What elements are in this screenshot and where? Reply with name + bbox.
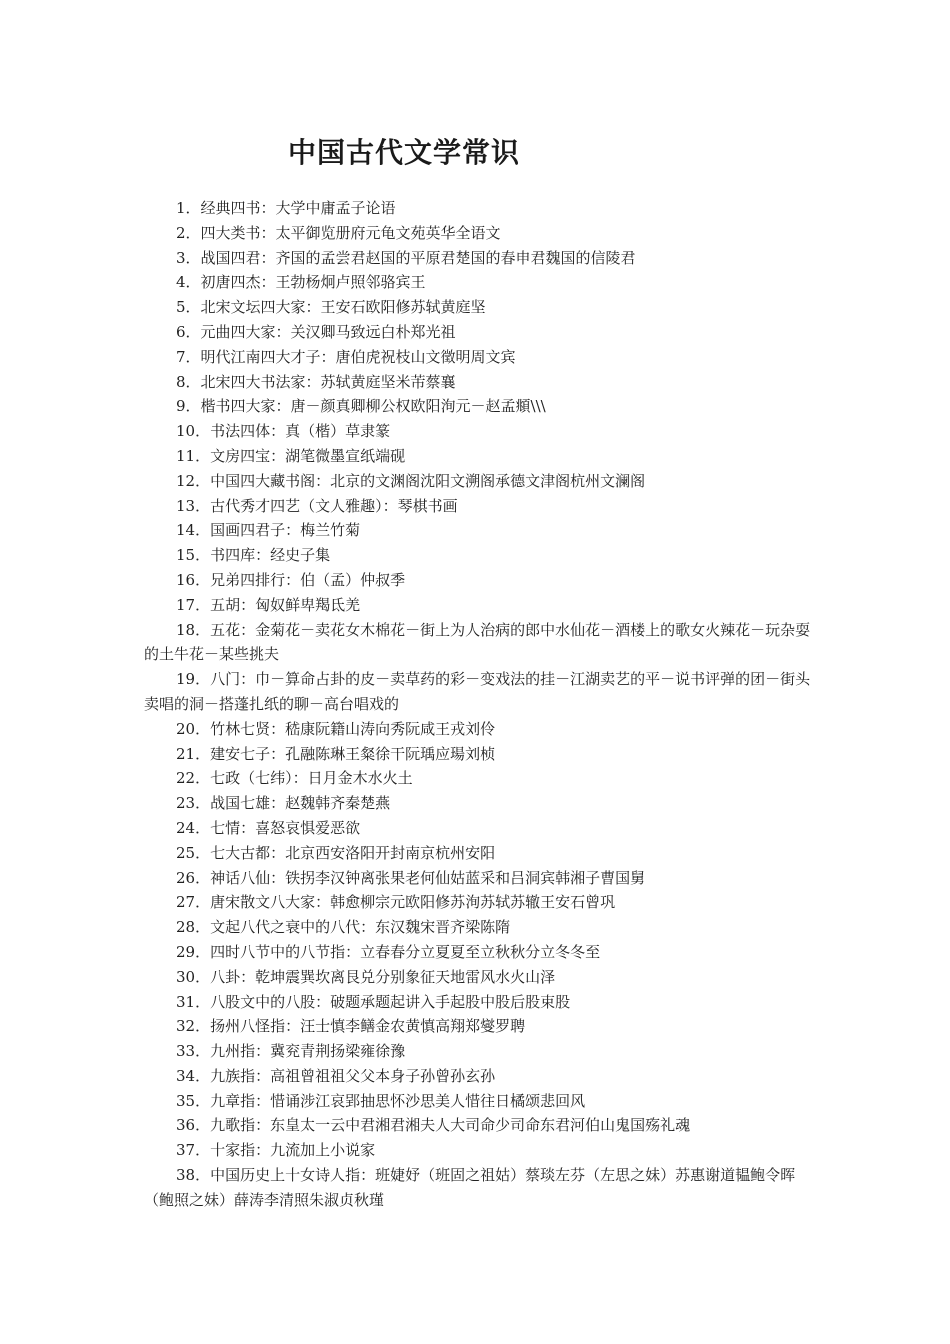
item-text: 九歌指：东皇太一云中君湘君湘夫人大司命少司命东君河伯山鬼国殇礼魂 bbox=[210, 1116, 691, 1135]
item-text: 七情：喜怒哀惧爱恶欲 bbox=[210, 818, 361, 837]
item-number: 29． bbox=[176, 942, 211, 961]
item-number: 8． bbox=[176, 372, 201, 391]
item-text: 八卦：乾坤震巽坎离艮兑分别象征天地雷风水火山泽 bbox=[210, 967, 556, 986]
list-item bbox=[144, 295, 812, 320]
list-item bbox=[144, 915, 812, 940]
item-number: 7． bbox=[176, 347, 201, 366]
item-text: 战国七雄：赵魏韩齐秦楚燕 bbox=[210, 794, 391, 813]
list-item bbox=[144, 1089, 812, 1114]
item-number: 28． bbox=[176, 918, 211, 937]
item-number: 22． bbox=[176, 769, 211, 788]
item-number: 31． bbox=[176, 992, 211, 1011]
item-text: 古代秀才四艺（文人雅趣）：琴棋书画 bbox=[210, 496, 458, 515]
list-item bbox=[144, 345, 812, 370]
item-text: 国画四君子：梅兰竹菊 bbox=[210, 521, 361, 540]
item-number: 18． bbox=[176, 620, 211, 639]
item-text: 竹林七贤：嵇康阮籍山涛向秀阮咸王戎刘伶 bbox=[210, 719, 496, 738]
list-item bbox=[144, 965, 812, 990]
item-number: 15． bbox=[176, 546, 211, 565]
item-number: 30． bbox=[176, 967, 211, 986]
item-text: 四时八节中的八节指：立春春分立夏夏至立秋秋分立冬冬至 bbox=[210, 942, 601, 961]
list-item bbox=[144, 543, 812, 568]
item-number: 20． bbox=[176, 719, 211, 738]
list-item bbox=[144, 469, 812, 494]
item-text: 七大古都：北京西安洛阳开封南京杭州安阳 bbox=[210, 843, 496, 862]
item-text: 九族指：高祖曾祖祖父父本身子孙曾孙玄孙 bbox=[210, 1066, 496, 1085]
knowledge-list bbox=[144, 196, 812, 1213]
list-item bbox=[144, 370, 812, 395]
list-item bbox=[144, 742, 812, 767]
item-text: 文房四宝：湖笔微墨宣纸端砚 bbox=[210, 446, 406, 465]
item-number: 14． bbox=[176, 521, 211, 540]
item-text: 九章指：惜诵涉江哀郢抽思怀沙思美人惜往日橘颂悲回风 bbox=[210, 1091, 586, 1110]
list-item bbox=[144, 866, 812, 891]
list-item bbox=[144, 593, 812, 618]
item-number: 38． bbox=[176, 1166, 211, 1185]
item-number: 21． bbox=[176, 744, 211, 763]
list-item bbox=[144, 717, 812, 742]
item-text: 中国历史上十女诗人指：班婕妤（班固之祖姑）蔡琰左芬（左思之妹）苏惠谢道韫鲍令晖（鲍照之妹）薛涛李清照朱淑贞秋瑾 bbox=[144, 1166, 796, 1209]
list-item bbox=[144, 518, 812, 543]
list-item bbox=[144, 320, 812, 345]
item-number: 10． bbox=[176, 422, 211, 441]
item-text: 八门：巾－算命占卦的皮－卖草药的彩－变戏法的挂－江湖卖艺的平－说书评弹的团－街头卖唱的洞－搭蓬扎纸的聊－高台唱戏的 bbox=[144, 670, 811, 713]
list-item bbox=[144, 791, 812, 816]
list-item bbox=[144, 766, 812, 791]
item-number: 6． bbox=[176, 322, 201, 341]
item-number: 9． bbox=[176, 397, 201, 416]
item-number: 1． bbox=[176, 199, 201, 217]
item-number: 23． bbox=[176, 794, 211, 813]
list-item bbox=[144, 494, 812, 519]
item-number: 34． bbox=[176, 1066, 211, 1085]
item-text: 经典四书：大学中庸孟子论语 bbox=[200, 199, 396, 217]
document-title: 中国古代文学常识 bbox=[288, 136, 521, 169]
list-item bbox=[144, 1039, 812, 1064]
item-number: 26． bbox=[176, 868, 211, 887]
item-text: 四大类书：太平御览册府元龟文苑英华全语文 bbox=[200, 223, 501, 242]
list-item bbox=[144, 940, 812, 965]
item-text: 明代江南四大才子：唐伯虎祝枝山文徵明周文宾 bbox=[200, 347, 516, 366]
item-text: 文起八代之衰中的八代：东汉魏宋晋齐梁陈隋 bbox=[210, 918, 511, 937]
item-text: 书四库：经史子集 bbox=[210, 546, 331, 565]
item-text: 建安七子：孔融陈琳王粲徐干阮瑀应瑒刘桢 bbox=[210, 744, 496, 763]
item-text: 战国四君：齐国的孟尝君赵国的平原君楚国的春申君魏国的信陵君 bbox=[200, 248, 636, 267]
list-item bbox=[144, 419, 812, 444]
item-number: 5． bbox=[176, 298, 201, 317]
item-text: 五花：金菊花－卖花女木棉花－街上为人治病的郎中水仙花－酒楼上的歌女火辣花－玩杂耍的土牛花－某些挑夫 bbox=[144, 620, 811, 664]
list-item bbox=[144, 196, 812, 221]
item-text: 十家指：九流加上小说家 bbox=[210, 1141, 376, 1160]
item-text: 扬州八怪指：汪士慎李鳝金农黄慎高翔郑燮罗聘 bbox=[210, 1017, 526, 1036]
item-number: 27． bbox=[176, 893, 211, 912]
item-text: 神话八仙：铁拐李汉钟离张果老何仙姑蓝采和吕洞宾韩湘子曹国舅 bbox=[210, 868, 646, 887]
item-number: 11． bbox=[176, 446, 211, 465]
list-item bbox=[144, 1138, 812, 1163]
item-text: 元曲四大家：关汉卿马致远白朴郑光祖 bbox=[200, 322, 456, 341]
item-number: 4． bbox=[176, 273, 201, 292]
item-text: 八股文中的八股：破题承题起讲入手起股中股后股束股 bbox=[210, 992, 571, 1011]
list-item bbox=[144, 444, 812, 469]
item-text: 书法四体：真（楷）草隶篆 bbox=[210, 422, 391, 441]
item-text: 北宋四大书法家：苏轼黄庭坚米芾蔡襄 bbox=[200, 372, 456, 391]
item-number: 32． bbox=[176, 1017, 211, 1036]
item-text: 唐宋散文八大家：韩愈柳宗元欧阳修苏洵苏轼苏辙王安石曾巩 bbox=[210, 893, 616, 912]
list-item bbox=[144, 1113, 812, 1138]
list-item bbox=[144, 890, 812, 915]
list-item bbox=[144, 246, 812, 271]
item-number: 13． bbox=[176, 496, 211, 515]
item-text: 九州指：冀兖青荆扬梁雍徐豫 bbox=[210, 1042, 406, 1061]
item-number: 33． bbox=[176, 1042, 211, 1061]
list-item bbox=[144, 568, 812, 593]
item-number: 19． bbox=[176, 670, 211, 689]
item-number: 37． bbox=[176, 1141, 211, 1160]
item-number: 25． bbox=[176, 843, 211, 862]
item-number: 17． bbox=[176, 595, 211, 614]
item-text: 兄弟四排行：伯（孟）仲叔季 bbox=[210, 570, 406, 589]
list-item bbox=[144, 618, 812, 668]
item-number: 36． bbox=[176, 1116, 211, 1135]
list-item bbox=[144, 816, 812, 841]
list-item bbox=[144, 990, 812, 1015]
list-item bbox=[144, 667, 812, 717]
list-item bbox=[144, 1014, 812, 1039]
item-text: 七政（七纬）：日月金木水火土 bbox=[210, 769, 413, 788]
item-text: 中国四大藏书阁：北京的文渊阁沈阳文溯阁承德文津阁杭州文澜阁 bbox=[210, 471, 646, 490]
list-item bbox=[144, 841, 812, 866]
item-number: 3． bbox=[176, 248, 201, 267]
item-text: 北宋文坛四大家：王安石欧阳修苏轼黄庭坚 bbox=[200, 298, 486, 317]
item-number: 16． bbox=[176, 570, 211, 589]
list-item bbox=[144, 1163, 812, 1213]
item-number: 12． bbox=[176, 471, 211, 490]
item-number: 35． bbox=[176, 1091, 211, 1110]
item-text: 楷书四大家：唐－颜真卿柳公权欧阳洵元－赵孟頫\\\ bbox=[200, 397, 546, 416]
list-item bbox=[144, 394, 812, 419]
list-item bbox=[144, 270, 812, 295]
item-number: 2． bbox=[176, 223, 201, 242]
list-item bbox=[144, 1064, 812, 1089]
list-item bbox=[144, 221, 812, 246]
item-text: 初唐四杰：王勃杨炯卢照邻骆宾王 bbox=[200, 273, 426, 292]
item-text: 五胡：匈奴鲜卑羯氐羌 bbox=[210, 595, 361, 614]
item-number: 24． bbox=[176, 818, 211, 837]
